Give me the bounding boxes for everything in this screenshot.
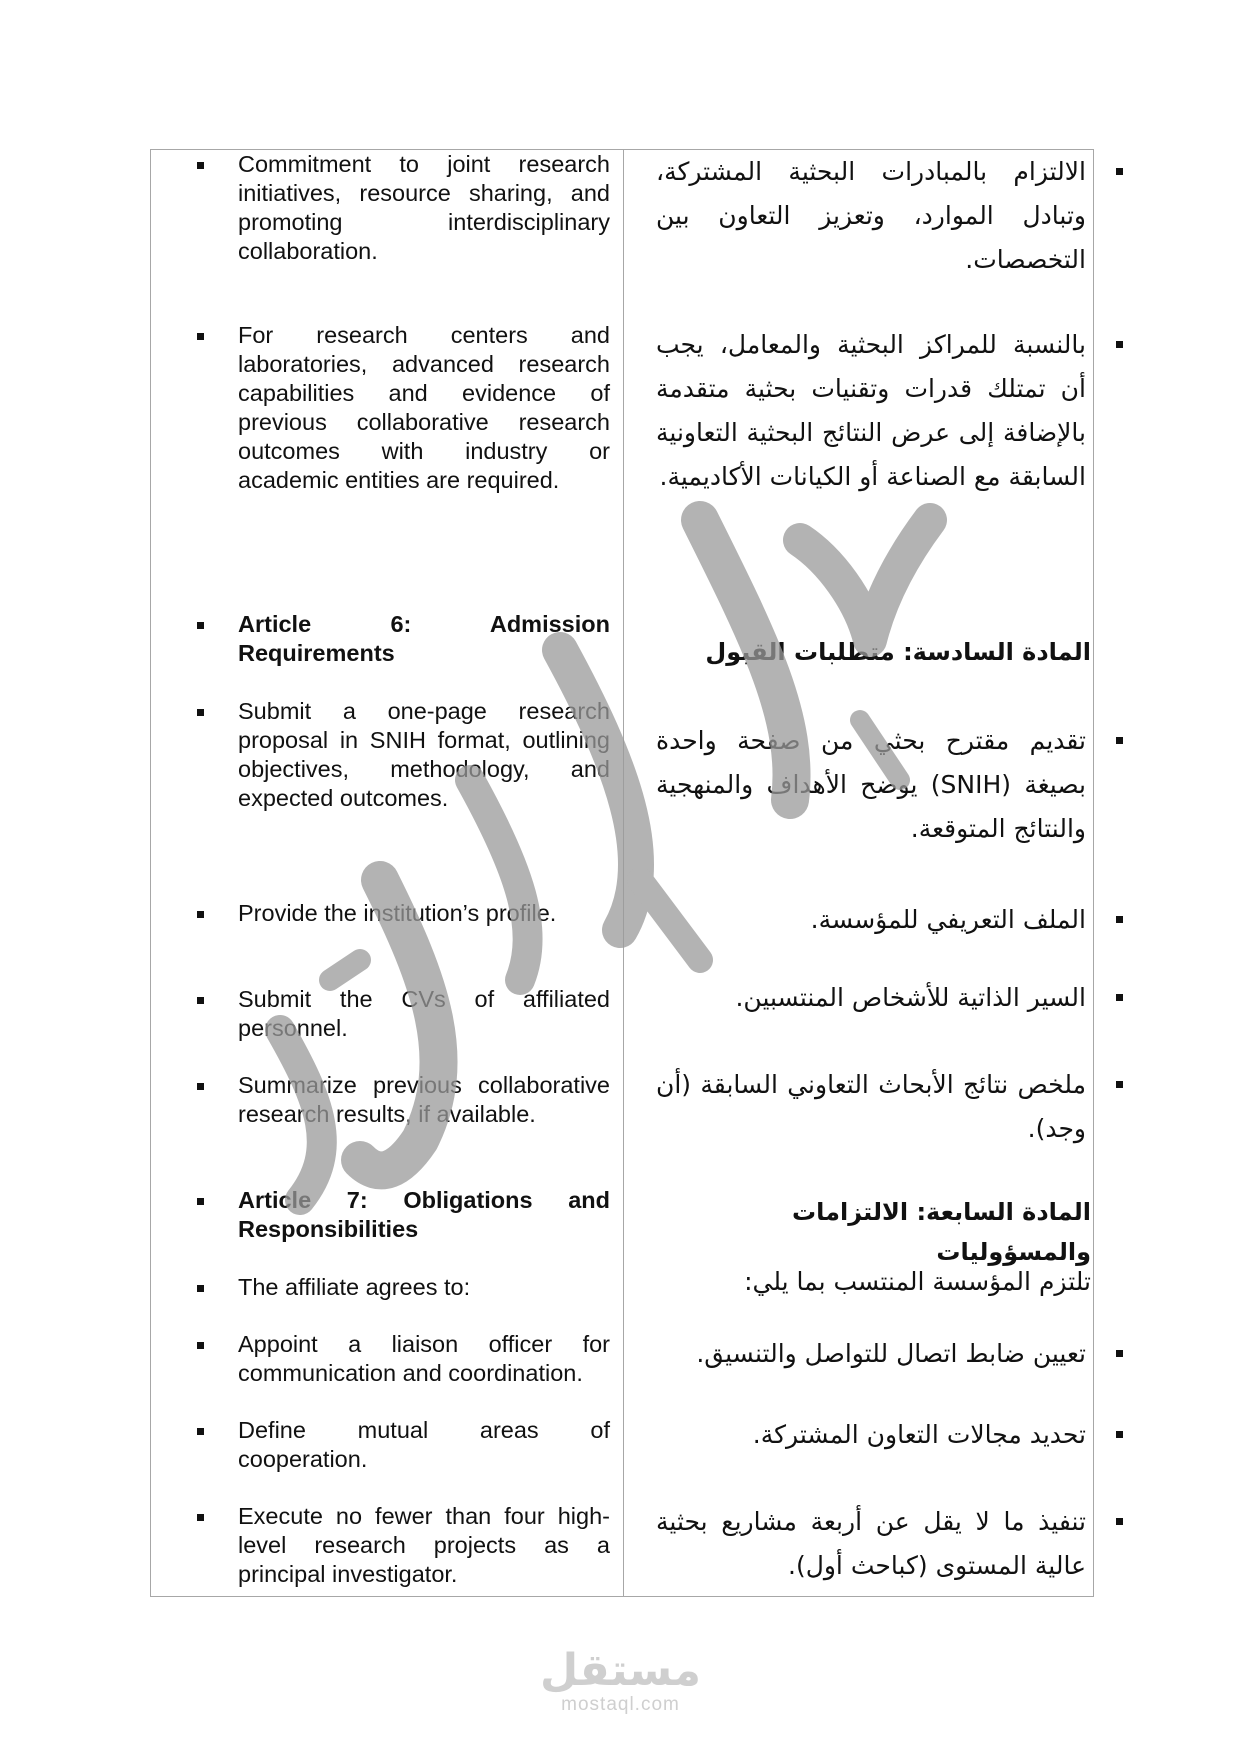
bullet-icon	[197, 333, 204, 340]
bullet-icon	[197, 1514, 204, 1521]
bullet-icon	[197, 997, 204, 1004]
ar-intro-line: تلتزم المؤسسة المنتسب بما يلي:	[744, 1267, 1091, 1296]
bullet-icon	[197, 1342, 204, 1349]
bullet-icon	[197, 1285, 204, 1292]
ar-item-5: الملف التعريفي للمؤسسة.	[656, 898, 1086, 942]
mostaql-logo	[0, 1645, 1241, 1716]
bullet-icon	[197, 709, 204, 716]
bullet-icon	[1116, 1431, 1123, 1438]
en-item-5: Provide the institution’s profile.	[200, 899, 610, 928]
en-item-1: Commitment to joint research initiatives, resource sharing, and promoting interdisciplinary collaboration.	[200, 150, 610, 266]
bullet-icon	[1116, 994, 1123, 1001]
bullet-icon	[1116, 1081, 1123, 1088]
bullet-icon	[197, 162, 204, 169]
en-item-10: Appoint a liaison officer for communication and coordination.	[200, 1330, 610, 1388]
bullet-icon	[197, 622, 204, 629]
brand-name: مستقل	[540, 1645, 701, 1696]
en-item-4: Submit a one-page research proposal in SNIH format, outlining objectives, methodology, and expected outcomes.	[200, 697, 610, 813]
ar-item-2: بالنسبة للمراكز البحثية والمعامل، يجب أن تمتلك قدرات وتقنيات بحثية متقدمة بالإضافة إلى عرض النتائج البحثية التعاونية السابقة مع الصناعة أو الكيانات الأكاديمية.	[656, 323, 1086, 499]
en-item-9: The affiliate agrees to:	[200, 1273, 610, 1302]
bullet-icon	[197, 1083, 204, 1090]
ar-item-10: تعيين ضابط اتصال للتواصل والتنسيق.	[656, 1332, 1086, 1376]
ar-item-11: تحديد مجالات التعاون المشتركة.	[656, 1413, 1086, 1457]
ar-item-7: ملخص نتائج الأبحاث التعاوني السابقة (أن وجد).	[656, 1063, 1086, 1151]
ar-item-4: تقديم مقترح بحثي من صفحة واحدة بصيغة (SNIH) يوضح الأهداف والمنهجية والنتائج المتوقعة.	[656, 719, 1086, 851]
en-article-6-heading: Article 6: Admission Requirements	[200, 610, 610, 668]
bullet-icon	[1116, 916, 1123, 923]
column-divider	[623, 149, 624, 1597]
bullet-icon	[1116, 1518, 1123, 1525]
bullet-icon	[197, 911, 204, 918]
bullet-icon	[197, 1198, 204, 1205]
bullet-icon	[1116, 168, 1123, 175]
en-item-2: For research centers and laboratories, advanced research capabilities and evidence of previous collaborative research outcomes with industry or academic entities are required.	[200, 321, 610, 495]
ar-item-6: السير الذاتية للأشخاص المنتسبين.	[656, 976, 1086, 1020]
en-item-7: Summarize previous collaborative research results, if available.	[200, 1071, 610, 1129]
en-item-6: Submit the CVs of affiliated personnel.	[200, 985, 610, 1043]
ar-article-6-heading: المادة السادسة: متطلبات القبول	[705, 638, 1091, 666]
bullet-icon	[197, 1428, 204, 1435]
en-article-7-heading: Article 7: Obligations and Responsibilities	[200, 1186, 610, 1244]
bullet-icon	[1116, 341, 1123, 348]
en-item-12: Execute no fewer than four high-level research projects as a principal investigator.	[200, 1502, 610, 1589]
bullet-icon	[1116, 1350, 1123, 1357]
bullet-icon	[1116, 737, 1123, 744]
en-item-11: Define mutual areas of cooperation.	[200, 1416, 610, 1474]
ar-article-7-heading: المادة السابعة: الالتزامات والمسؤوليات	[792, 1198, 1091, 1266]
ar-item-1: الالتزام بالمبادرات البحثية المشتركة، وتبادل الموارد، وتعزيز التعاون بين التخصصات.	[656, 150, 1086, 282]
brand-domain: mostaql.com	[561, 1694, 680, 1715]
ar-item-12: تنفيذ ما لا يقل عن أربعة مشاريع بحثية عالية المستوى (كباحث أول).	[656, 1500, 1086, 1588]
